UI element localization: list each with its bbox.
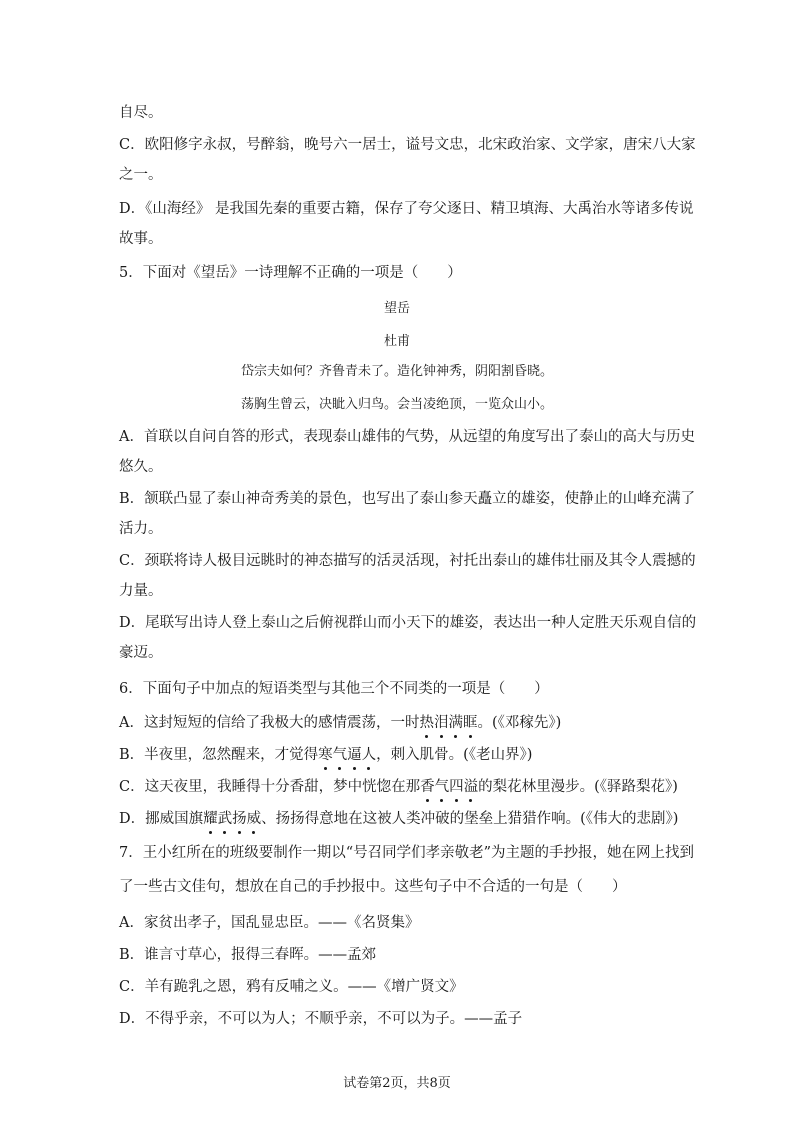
q6-option-c-dotted xyxy=(420,779,478,795)
emphasis-char: 香 xyxy=(420,779,435,795)
q5-option-a-line2: 悠久。 xyxy=(119,459,163,475)
emphasis-char: 气 xyxy=(434,779,450,795)
q6-stem: 6．下面句子中加点的短语类型与其他三个不同类的一项是（ ） xyxy=(119,681,549,697)
q5-option-a-line1: A．首联以自问自答的形式，表现泰山雄伟的气势，从远望的角度写出了泰山的高大与历史 xyxy=(119,429,695,445)
q5-option-c-line1: C．颈联将诗人极目远眺时的神态描写的活灵活现，衬托出泰山的雄伟壮丽及其令人震撼的 xyxy=(119,553,696,569)
q7-stem-line2: 了一些古文佳句，想放在自己的手抄报中。这些句子中不合适的一句是（ ） xyxy=(119,879,627,895)
q7-stem-line1: 7．王小红所在的班级要制作一期以“号召同学们孝亲敬老”为主题的手抄报，她在网上找到 xyxy=(119,845,695,861)
q5-option-d-line2: 豪迈。 xyxy=(119,645,163,661)
q6-option-a-pre: A．这封短短的信给了我极大的感情震荡，一时 xyxy=(119,715,420,731)
emphasis-char: 逼 xyxy=(347,747,362,763)
page-footer: 试卷第2页，共8页 xyxy=(343,1076,451,1091)
q6-option-b-dotted xyxy=(318,747,376,763)
emphasis-char: 威 xyxy=(246,811,262,827)
poem-line-1: 岱宗夫如何？齐鲁青未了。造化钟神秀，阴阳割昏晓。 xyxy=(240,364,553,379)
q5-option-b-line1: B．颔联凸显了泰山神奇秀美的景色，也写出了泰山参天矗立的雄姿，使静止的山峰充满了 xyxy=(119,491,696,507)
emphasis-char: 泪 xyxy=(433,715,449,731)
q5-stem: 5．下面对《望岳》一诗理解不正确的一项是（ ） xyxy=(119,265,462,281)
q6-option-c-pre: C．这天夜里，我睡得十分香甜，梦中恍惚在那 xyxy=(119,779,421,795)
emphasis-char: 气 xyxy=(332,747,348,763)
poem-author: 杜甫 xyxy=(383,334,410,349)
q7-option-b: B．谁言寸草心，报得三春晖。——孟郊 xyxy=(119,947,377,963)
emphasis-char: 溢 xyxy=(463,779,479,795)
q6-option-d xyxy=(119,809,678,829)
q6-option-b-post: ，刺入肌骨。(《老山界》) xyxy=(376,747,533,763)
poem-title: 望岳 xyxy=(383,301,410,316)
emphasis-char: 热 xyxy=(419,715,434,731)
q5-option-c-line2: 力量。 xyxy=(119,583,163,599)
q5-option-b-line2: 活力。 xyxy=(119,521,163,537)
q6-option-c-post: 的梨花林里漫步。(《驿路梨花》) xyxy=(478,779,678,795)
q6-option-d-dotted xyxy=(203,811,261,827)
emphasis-char: 眶 xyxy=(462,715,478,731)
emphasis-char: 耀 xyxy=(203,811,218,827)
q6-option-d-pre: D．挪威国旗 xyxy=(119,811,204,827)
emphasis-char: 满 xyxy=(448,715,463,731)
q7-option-a: A．家贫出孝子，国乱显忠臣。——《名贤集》 xyxy=(119,915,420,931)
q6-option-c xyxy=(119,777,678,797)
prev-question-tail: 自尽。 xyxy=(119,105,163,121)
q5-option-d-line1: D．尾联写出诗人登上泰山之后俯视群山而小天下的雄姿，表达出一种人定胜天乐观自信的 xyxy=(119,615,697,631)
q6-option-a-post: 。(《邓稼先》) xyxy=(477,715,562,731)
q4-option-c-line1: C．欧阳修字永叔，号醉翁，晚号六一居士，谥号文忠，北宋政治家、文学家，唐宋八大家 xyxy=(119,137,696,153)
emphasis-char: 寒 xyxy=(318,747,333,763)
q6-option-a-dotted xyxy=(419,715,477,731)
emphasis-char: 武 xyxy=(217,811,233,827)
q6-option-b xyxy=(119,745,532,765)
q6-option-d-post: 、扬扬得意地在这被人类冲破的堡垒上猎猎作响。(《伟大的悲剧》) xyxy=(261,811,679,827)
q4-option-d-line1: D．《山海经》 是我国先秦的重要古籍，保存了夸父逐日、精卫填海、大禹治水等诸多传说 xyxy=(119,201,694,217)
q6-option-b-pre: B．半夜里，忽然醒来，才觉得 xyxy=(119,747,319,763)
q7-option-c: C．羊有跪乳之恩，鸦有反哺之义。——《增广贤文》 xyxy=(119,979,464,995)
emphasis-char: 四 xyxy=(449,779,464,795)
q7-option-d: D．不得乎亲，不可以为人；不顺乎亲，不可以为子。——孟子 xyxy=(119,1011,523,1027)
emphasis-char: 人 xyxy=(361,747,377,763)
q6-option-a xyxy=(119,713,561,733)
q4-option-c-line2: 之一。 xyxy=(119,167,163,183)
q4-option-d-line2: 故事。 xyxy=(119,231,163,247)
poem-line-2: 荡胸生曾云，决眦入归鸟。会当凌绝顶，一览众山小。 xyxy=(240,397,553,412)
emphasis-char: 扬 xyxy=(232,811,247,827)
